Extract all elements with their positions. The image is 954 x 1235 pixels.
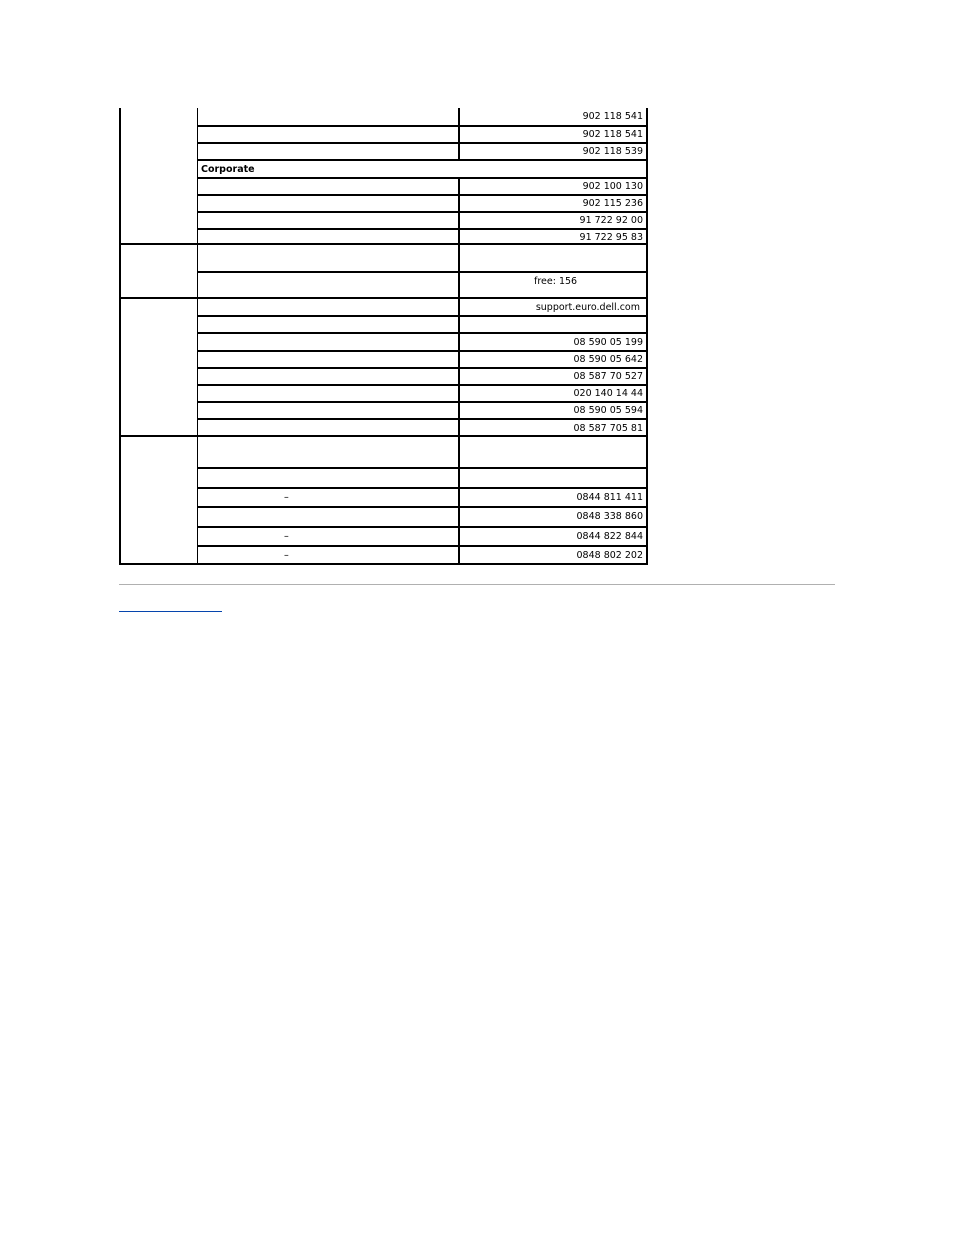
number-cell <box>460 125 648 142</box>
phone-number: 08 587 70 527 <box>573 371 643 382</box>
website-text: support.euro.dell.com <box>535 302 640 313</box>
service-cell <box>197 467 460 487</box>
service-cell <box>197 332 460 350</box>
phone-number: 902 118 539 <box>582 146 643 157</box>
service-cell <box>197 384 460 401</box>
table-row <box>119 211 648 228</box>
phone-number: 0844 811 411 <box>576 492 643 503</box>
phone-number: 902 118 541 <box>582 129 643 140</box>
table-row <box>119 506 648 526</box>
number-cell <box>460 332 648 350</box>
number-cell <box>460 384 648 401</box>
service-cell <box>197 243 460 271</box>
service-cell <box>197 125 460 142</box>
table-row <box>119 332 648 350</box>
horizontal-divider <box>119 584 835 585</box>
number-cell <box>460 177 648 194</box>
service-cell <box>197 177 460 194</box>
number-cell <box>460 142 648 159</box>
dash-text: – <box>284 531 289 542</box>
phone-number: 902 118 541 <box>582 111 643 122</box>
table-row <box>119 401 648 418</box>
number-cell <box>460 367 648 384</box>
phone-number: 902 115 236 <box>582 198 643 209</box>
table-row <box>119 177 648 194</box>
service-cell <box>197 401 460 418</box>
number-cell <box>460 526 648 545</box>
table-row <box>119 125 648 142</box>
number-cell <box>460 108 648 125</box>
corporate-label: Corporate <box>201 164 255 175</box>
number-cell <box>460 297 648 315</box>
table-row <box>119 108 648 125</box>
number-cell <box>460 401 648 418</box>
number-cell <box>460 271 648 299</box>
phone-number: 08 587 705 81 <box>573 423 643 434</box>
phone-number: 902 100 130 <box>582 181 643 192</box>
table-row <box>119 367 648 384</box>
table-row <box>119 297 648 315</box>
service-cell <box>197 545 460 565</box>
service-cell <box>197 297 460 315</box>
phone-number: 0848 338 860 <box>576 511 643 522</box>
dash-text: – <box>284 492 289 503</box>
table-row <box>119 350 648 367</box>
number-cell <box>460 243 648 271</box>
table-row <box>119 159 648 177</box>
dash-text: – <box>284 550 289 561</box>
phone-number: 91 722 92 00 <box>579 215 643 226</box>
service-cell <box>197 487 460 506</box>
service-cell <box>197 506 460 526</box>
table-row <box>119 384 648 401</box>
table-row <box>119 467 648 487</box>
table-row <box>119 545 648 565</box>
service-cell <box>197 350 460 367</box>
number-cell <box>460 545 648 565</box>
phone-number: 0848 802 202 <box>576 550 643 561</box>
service-cell <box>197 194 460 211</box>
service-cell <box>197 211 460 228</box>
number-cell <box>460 194 648 211</box>
phone-number: 91 722 95 83 <box>579 232 643 243</box>
service-cell <box>197 271 460 299</box>
table-row <box>119 487 648 506</box>
service-cell <box>197 435 460 467</box>
service-cell <box>197 526 460 545</box>
phone-number: 0844 822 844 <box>576 531 643 542</box>
phone-number: 020 140 14 44 <box>573 388 643 399</box>
table-row <box>119 526 648 545</box>
table-row <box>119 194 648 211</box>
phone-number: 08 590 05 642 <box>573 354 643 365</box>
free-text: free: 156 <box>534 276 578 287</box>
number-cell <box>460 506 648 526</box>
table-row <box>119 315 648 332</box>
number-cell <box>460 467 648 487</box>
table-row <box>119 142 648 159</box>
table-row <box>119 271 648 299</box>
table-row <box>119 435 648 467</box>
service-cell <box>197 315 460 332</box>
phone-number: 08 590 05 594 <box>573 405 643 416</box>
number-cell <box>460 350 648 367</box>
number-cell <box>460 487 648 506</box>
back-to-contents-link[interactable] <box>119 611 222 612</box>
phone-number: 08 590 05 199 <box>573 337 643 348</box>
table-row <box>119 243 648 271</box>
service-cell <box>197 367 460 384</box>
number-cell <box>460 211 648 228</box>
section-heading-cell <box>197 159 648 177</box>
number-cell <box>460 435 648 467</box>
service-cell <box>197 108 460 125</box>
service-cell <box>197 142 460 159</box>
number-cell <box>460 315 648 332</box>
table-bottom-border <box>119 563 648 565</box>
